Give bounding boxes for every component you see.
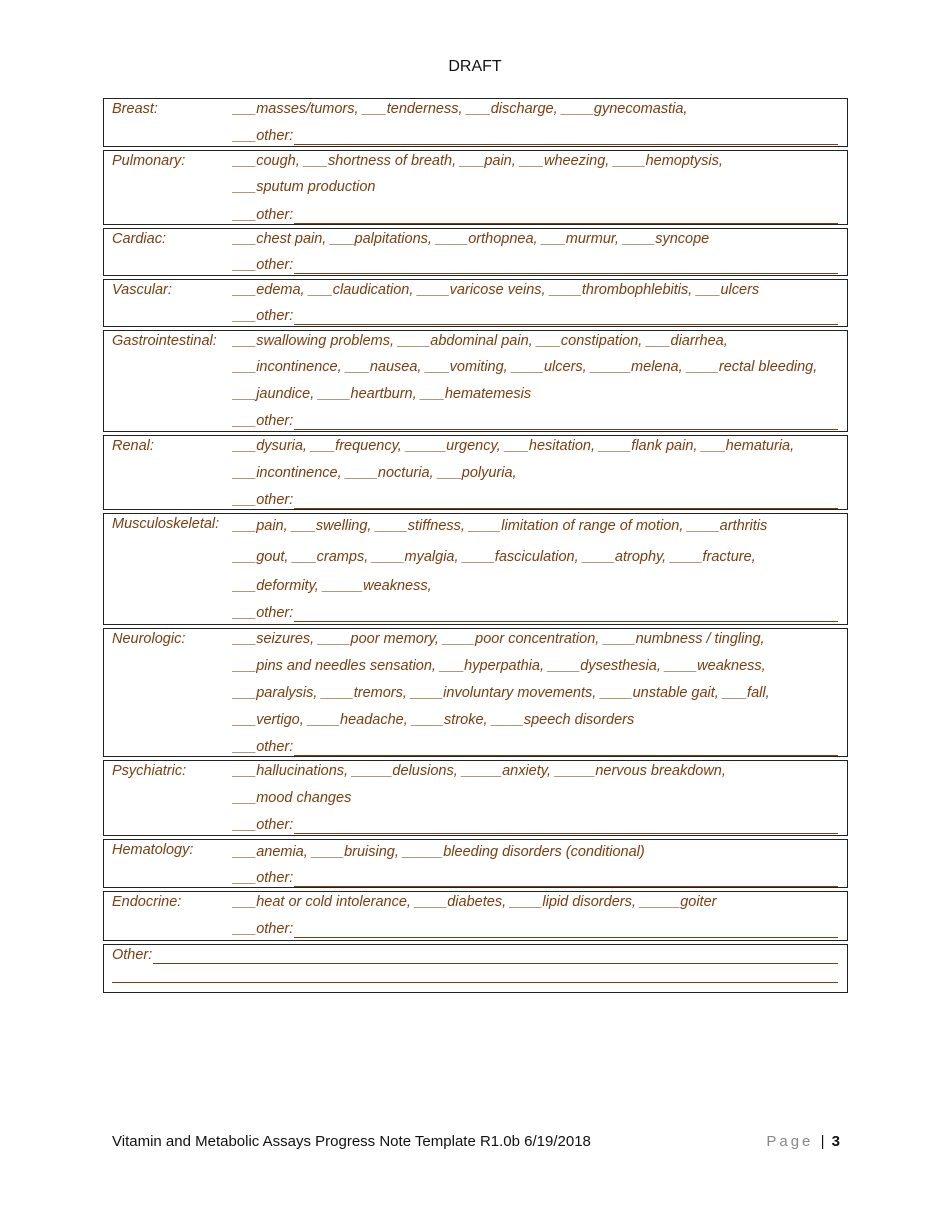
other-label: ___other:	[232, 870, 294, 886]
section-line: ___paralysis, ____tremors, ____involuntary movements, ____unstable gait, ___fall,	[232, 685, 770, 701]
other-blank[interactable]	[294, 923, 838, 938]
other-general-field[interactable]	[112, 945, 838, 964]
section-line: ___seizures, ____poor memory, ____poor concentration, ____numbness / tingling,	[232, 631, 765, 647]
section-vascular	[103, 279, 848, 327]
other-field[interactable]	[232, 491, 838, 509]
other-general-blank[interactable]	[153, 949, 838, 964]
section-psychiatric	[103, 760, 848, 836]
section-label: Musculoskeletal:	[112, 516, 220, 532]
other-field[interactable]	[232, 604, 838, 622]
section-line: ___sputum production	[232, 179, 376, 195]
other-general-label: Other:	[112, 947, 153, 963]
other-label: ___other:	[232, 207, 294, 223]
other-blank[interactable]	[294, 310, 838, 325]
section-line: ___pain, ___swelling, ____stiffness, ____limitation of range of motion, ____arthritis	[232, 518, 768, 534]
section-line: ___masses/tumors, ___tenderness, ___discharge, ____gynecomastia,	[232, 101, 688, 117]
other-blank[interactable]	[294, 741, 838, 756]
section-line: ___chest pain, ___palpitations, ____orthopnea, ___murmur, ____syncope	[232, 231, 710, 247]
section-hematology	[103, 839, 848, 888]
section-neurologic	[103, 628, 848, 757]
section-label: Renal:	[112, 438, 154, 454]
section-label: Hematology:	[112, 842, 194, 858]
section-line: ___mood changes	[232, 790, 352, 806]
section-musculoskeletal	[103, 513, 848, 625]
other-blank[interactable]	[294, 259, 838, 274]
section-breast	[103, 98, 848, 147]
review-of-systems-form	[103, 98, 848, 996]
other-label: ___other:	[232, 492, 294, 508]
section-line: ___cough, ___shortness of breath, ___pain, ___wheezing, ____hemoptysis,	[232, 153, 723, 169]
other-label: ___other:	[232, 921, 294, 937]
section-line: ___incontinence, ____nocturia, ___polyuria,	[232, 465, 517, 481]
section-line: ___deformity, _____weakness,	[232, 578, 432, 594]
section-line: ___swallowing problems, ____abdominal pain, ___constipation, ___diarrhea,	[232, 333, 728, 349]
other-blank[interactable]	[294, 209, 838, 224]
footer-title: Vitamin and Metabolic Assays Progress Note Template R1.0b 6/19/2018	[112, 1133, 591, 1150]
section-line: ___jaundice, ____heartburn, ___hematemesis	[232, 386, 532, 402]
other-label: ___other:	[232, 413, 294, 429]
section-label: Cardiac:	[112, 231, 166, 247]
section-line: ___edema, ___claudication, ____varicose veins, ____thrombophlebitis, ___ulcers	[232, 282, 760, 298]
other-field[interactable]	[232, 127, 838, 145]
other-label: ___other:	[232, 128, 294, 144]
section-line: ___vertigo, ____headache, ____stroke, ____speech disorders	[232, 712, 635, 728]
section-label: Breast:	[112, 101, 158, 117]
section-line: ___hallucinations, _____delusions, _____anxiety, _____nervous breakdown,	[232, 763, 726, 779]
other-field[interactable]	[232, 256, 838, 274]
section-line: ___incontinence, ___nausea, ___vomiting, ____ulcers, _____melena, ____rectal bleeding,	[232, 359, 818, 375]
section-label: Psychiatric:	[112, 763, 187, 779]
other-label: ___other:	[232, 605, 294, 621]
page-separator: |	[820, 1133, 825, 1150]
other-field[interactable]	[232, 816, 838, 834]
section-line: ___gout, ___cramps, ____myalgia, ____fasciculation, ____atrophy, ____fracture,	[232, 549, 756, 565]
other-blank[interactable]	[294, 130, 838, 145]
section-pulmonary	[103, 150, 848, 225]
section-label: Pulmonary:	[112, 153, 186, 169]
other-label: ___other:	[232, 257, 294, 273]
page-indicator	[766, 1133, 840, 1150]
section-renal	[103, 435, 848, 510]
section-endocrine	[103, 891, 848, 941]
page-number: 3	[831, 1133, 840, 1150]
other-blank[interactable]	[294, 819, 838, 834]
section-line: ___heat or cold intolerance, ____diabetes, ____lipid disorders, _____goiter	[232, 894, 717, 910]
other-label: ___other:	[232, 817, 294, 833]
other-general-blank-line[interactable]	[112, 982, 838, 983]
section-label: Gastrointestinal:	[112, 333, 217, 349]
other-field[interactable]	[232, 738, 838, 756]
other-field[interactable]	[232, 206, 838, 224]
other-label: ___other:	[232, 739, 294, 755]
other-blank[interactable]	[294, 415, 838, 430]
section-other	[103, 944, 848, 993]
section-label: Vascular:	[112, 282, 172, 298]
other-blank[interactable]	[294, 607, 838, 622]
section-gastrointestinal	[103, 330, 848, 432]
section-label: Endocrine:	[112, 894, 182, 910]
other-field[interactable]	[232, 869, 838, 887]
page-footer	[112, 1133, 840, 1150]
draft-header: DRAFT	[448, 58, 502, 75]
other-field[interactable]	[232, 920, 838, 938]
other-blank[interactable]	[294, 494, 838, 509]
section-line: ___dysuria, ___frequency, _____urgency, ___hesitation, ____flank pain, ___hematuria,	[232, 438, 795, 454]
section-line: ___anemia, ____bruising, _____bleeding disorders (conditional)	[232, 844, 645, 860]
other-label: ___other:	[232, 308, 294, 324]
page-word: Page	[766, 1133, 814, 1150]
section-line: ___pins and needles sensation, ___hyperpathia, ____dysesthesia, ____weakness,	[232, 658, 766, 674]
other-field[interactable]	[232, 412, 838, 430]
section-cardiac	[103, 228, 848, 276]
other-field[interactable]	[232, 307, 838, 325]
section-label: Neurologic:	[112, 631, 186, 647]
other-blank[interactable]	[294, 872, 838, 887]
